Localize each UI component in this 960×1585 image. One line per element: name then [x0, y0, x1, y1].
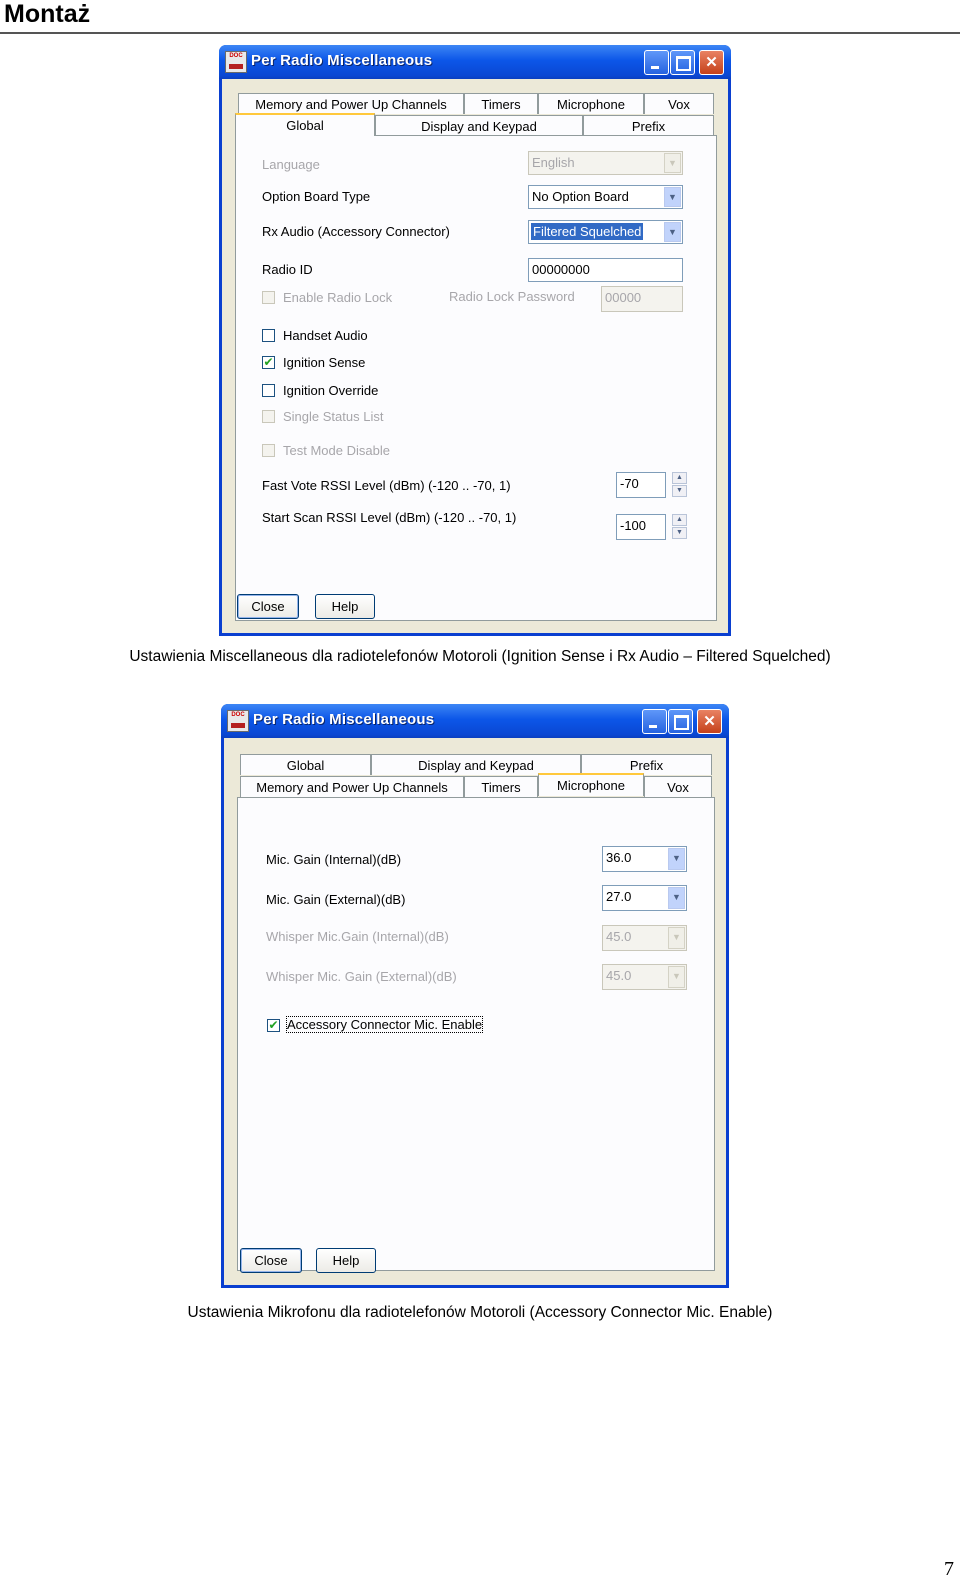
enable-radio-lock-checkbox	[262, 291, 275, 304]
page-number: 7	[944, 1558, 954, 1580]
ignition-override-checkbox[interactable]	[262, 384, 275, 397]
rx-audio-label: Rx Audio (Accessory Connector)	[262, 224, 450, 239]
window-client	[224, 738, 726, 1285]
chevron-down-icon: ▼	[664, 153, 681, 173]
minimize-button[interactable]	[644, 50, 669, 75]
minimize-button[interactable]	[642, 709, 667, 734]
start-scan-rssi-value: -100	[620, 518, 647, 533]
ignition-sense-checkbox[interactable]	[262, 356, 275, 369]
spin-up-icon[interactable]: ▲	[672, 472, 687, 484]
mic-gain-external-value: 27.0	[606, 889, 632, 904]
whisper-gain-external-select	[602, 964, 687, 990]
radio-lock-password-label: Radio Lock Password	[449, 289, 575, 304]
handset-audio-checkbox[interactable]	[262, 329, 275, 342]
maximize-button[interactable]	[670, 50, 695, 75]
tab-vox[interactable]: Vox	[644, 93, 714, 114]
accessory-connector-mic-label[interactable]: Accessory Connector Mic. Enable	[287, 1017, 483, 1032]
language-label: Language	[262, 157, 320, 172]
spin-down-icon[interactable]: ▼	[672, 485, 687, 497]
single-status-list-label: Single Status List	[283, 409, 384, 424]
whisper-gain-internal-value: 45.0	[606, 929, 632, 944]
accessory-connector-mic-checkbox[interactable]	[267, 1019, 280, 1032]
tab-display-and-keypad[interactable]: Display and Keypad	[371, 754, 581, 775]
tab-microphone[interactable]: Microphone	[538, 773, 644, 796]
close-button[interactable]: Close	[237, 594, 299, 619]
radio-id-input[interactable]	[528, 258, 683, 282]
radio-lock-password-input	[601, 286, 683, 312]
app-icon: DOC	[227, 710, 249, 732]
radio-id-value: 00000000	[532, 262, 590, 277]
spin-down-icon[interactable]: ▼	[672, 527, 687, 539]
checkmark-icon: ✔	[263, 355, 274, 369]
fast-vote-rssi-value: -70	[620, 476, 639, 491]
mic-gain-internal-label: Mic. Gain (Internal)(dB)	[266, 852, 402, 867]
chevron-down-icon: ▼	[668, 966, 685, 988]
tab-memory-and-power-up-channels[interactable]: Memory and Power Up Channels	[240, 776, 464, 797]
maximize-button[interactable]	[668, 709, 693, 734]
spin-up-icon[interactable]: ▲	[672, 514, 687, 526]
single-status-list-checkbox	[262, 410, 275, 423]
window-client	[222, 79, 728, 633]
handset-audio-label: Handset Audio	[283, 328, 368, 343]
app-icon: DOC	[225, 51, 247, 73]
language-select	[528, 151, 683, 175]
title-rule	[0, 32, 960, 34]
test-mode-disable-checkbox	[262, 444, 275, 457]
window-per-radio-misc-global	[219, 45, 731, 636]
fast-vote-rssi-label: Fast Vote RSSI Level (dBm) (-120 .. -70, 1)	[262, 478, 511, 493]
tab-prefix[interactable]: Prefix	[581, 754, 712, 775]
tab-timers[interactable]: Timers	[464, 93, 538, 114]
start-scan-rssi-input[interactable]	[616, 514, 666, 540]
start-scan-rssi-label: Start Scan RSSI Level (dBm) (-120 .. -70, 1)	[262, 510, 517, 525]
tab-vox[interactable]: Vox	[644, 776, 712, 797]
chevron-down-icon[interactable]: ▼	[664, 187, 681, 207]
rx-audio-select[interactable]	[528, 220, 683, 244]
radio-id-label: Radio ID	[262, 262, 313, 277]
close-button[interactable]: Close	[240, 1248, 302, 1273]
checkmark-icon: ✔	[268, 1018, 279, 1032]
option-board-type-select[interactable]	[528, 185, 683, 209]
tab-global[interactable]: Global	[240, 754, 371, 775]
start-scan-rssi-spinner[interactable]	[672, 514, 687, 540]
ignition-sense-label: Ignition Sense	[283, 355, 366, 370]
mic-gain-internal-select[interactable]	[602, 846, 687, 872]
close-window-button[interactable]	[697, 709, 722, 734]
title-bar[interactable]	[221, 704, 729, 738]
ignition-override-label: Ignition Override	[283, 383, 379, 398]
rx-audio-value: Filtered Squelched	[533, 224, 642, 239]
window-title: Per Radio Miscellaneous	[251, 52, 433, 69]
caption-microphone: Ustawienia Mikrofonu dla radiotelefonów Motoroli (Accessory Connector Mic. Enable)	[187, 1304, 773, 1321]
help-button[interactable]: Help	[315, 594, 375, 619]
chevron-down-icon[interactable]: ▼	[668, 887, 685, 909]
whisper-gain-internal-select	[602, 925, 687, 951]
global-tab-panel	[235, 135, 717, 621]
test-mode-disable-label: Test Mode Disable	[283, 443, 390, 458]
option-board-type-value: No Option Board	[532, 189, 629, 204]
tab-global[interactable]: Global	[235, 113, 375, 136]
whisper-gain-external-value: 45.0	[606, 968, 632, 983]
close-window-button[interactable]	[699, 50, 724, 75]
chevron-down-icon[interactable]: ▼	[668, 848, 685, 870]
mic-gain-external-select[interactable]	[602, 885, 687, 911]
mic-gain-internal-value: 36.0	[606, 850, 632, 865]
whisper-gain-internal-label: Whisper Mic.Gain (Internal)(dB)	[266, 929, 449, 944]
tab-timers[interactable]: Timers	[464, 776, 538, 797]
chevron-down-icon: ▼	[668, 927, 685, 949]
mic-gain-external-label: Mic. Gain (External)(dB)	[266, 892, 406, 907]
fast-vote-rssi-spinner[interactable]	[672, 472, 687, 498]
fast-vote-rssi-input[interactable]	[616, 472, 666, 498]
window-per-radio-misc-microphone	[221, 704, 729, 1288]
whisper-gain-external-label: Whisper Mic. Gain (External)(dB)	[266, 969, 457, 984]
help-button[interactable]: Help	[316, 1248, 376, 1273]
chevron-down-icon[interactable]: ▼	[664, 222, 681, 242]
caption-miscellaneous: Ustawienia Miscellaneous dla radiotelefonów Motoroli (Ignition Sense i Rx Audio – Filtered Squelched)	[129, 648, 831, 665]
tab-display-and-keypad[interactable]: Display and Keypad	[375, 115, 583, 136]
language-value: English	[532, 155, 575, 170]
enable-radio-lock-label: Enable Radio Lock	[283, 290, 393, 305]
option-board-type-label: Option Board Type	[262, 189, 371, 204]
tab-memory-and-power-up-channels[interactable]: Memory and Power Up Channels	[238, 93, 464, 114]
title-bar[interactable]	[219, 45, 731, 79]
window-title: Per Radio Miscellaneous	[253, 711, 435, 728]
page-title: Montaż	[4, 0, 91, 28]
tab-microphone[interactable]: Microphone	[538, 93, 644, 114]
microphone-tab-panel	[237, 797, 715, 1271]
tab-prefix[interactable]: Prefix	[583, 115, 714, 136]
radio-lock-password-value: 00000	[605, 290, 642, 305]
